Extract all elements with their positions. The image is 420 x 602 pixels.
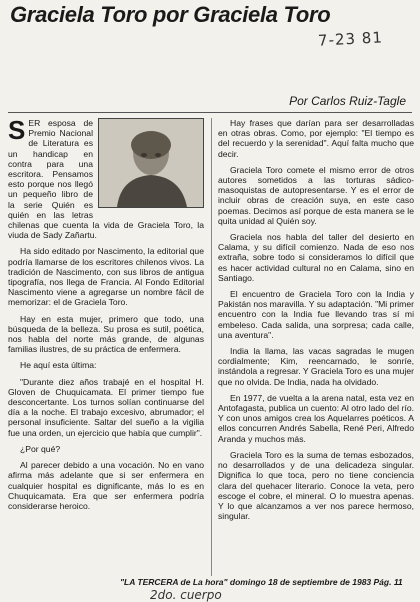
header-rule: [8, 112, 412, 113]
column-separator: [211, 118, 212, 576]
paragraph: Graciela Toro es la suma de temas esbozados, no desarrollados y de una delicadeza singular. Dignifica lo que toca, pero no tiene conciencia clara del quehacer literario. Conoce la veta, pero escoge el cobre, el mineral. O lo muestra apenas. Y lo que alcanzamos a ver nos parece hermoso, singular.: [218, 449, 414, 522]
paragraph: Ha sido editado por Nascimento, la editorial que podría llamarse de los escritores chilenos vivos. La tradición de Nascimento, con sus libros de antigua tipografía, nos llega de Francia. Al Fondo Editorial Nascimento viene a agregarse un nombre fácil de memorizar: el de Graciela Toro.: [8, 246, 204, 308]
handwritten-note-bottom: 2do. cuerpo: [150, 588, 222, 602]
handwritten-note-top: 7-23 81: [317, 28, 384, 50]
paragraph: India la llama, las vacas sagradas le mugen cordialmente; Kim, reencarnado, le sonríe, instándola a regresar. Y Graciela Toro es una mujer que no olvida. De India, nada ha olvidado.: [218, 346, 414, 387]
source-line: "LA TERCERA de La hora" domingo 18 de septiembre de 1983 Pág. 11: [120, 577, 403, 587]
paragraph: Graciela Toro comete el mismo error de otros autores sometidos a las torturas sádico-masoquistas de autopresentarse. Y es el error de incluir obras de creación suya, en este caso poemas. Decimos así porque de esta manera se le quita unidad al Quién soy.: [218, 164, 414, 226]
paragraph: ¿Por qué?: [20, 443, 61, 454]
left-column: [8, 115, 204, 517]
paragraph: Hay frases que darían para ser desarrolladas en otras obras. Como, por ejemplo: "El tiempo es del recuerdo y la serenidad". Aquí falta mucho que decir.: [218, 118, 414, 159]
paragraph: Al parecer debido a una vocación. No en vano afirma más adelante que si ser enfermera en cualquier hospital es dignificante, más lo es en Chuquicamata. Era que ser enfermera podría considerarse heroico.: [8, 460, 204, 511]
author-photo: [98, 118, 204, 208]
article-title: Graciela Toro por Graciela Toro: [10, 2, 331, 27]
portrait-image: [99, 119, 203, 207]
paragraph: "Durante diez años trabajé en el hospital H. Gloven de Chuquicamata. El primer tiempo fue desconcertante. Los turnos solían continuarse del día a la noche. El trabajo excesivo, abrumador; el personal insuficiente. Saltar del sueño a la vigilia fue una orden, un ejercicio que había que cumplir".: [8, 376, 204, 438]
right-column: [218, 118, 414, 527]
paragraph: El encuentro de Graciela Toro con la India y Pakistán nos maravilla. Y su adaptación. "Mi primer encuentro con la India fue llevando tras sí mi embeleso. Cada salida, una sorpresa; cada calle, una aventura".: [218, 289, 414, 340]
paragraph: Graciela nos habla del taller del desierto en Calama, y su difícil comienzo. Nada de eso nos extraña, sobre todo si consideramos lo difícil que es hacer actividad cultural no en Calama, sino en Santiago.: [218, 232, 414, 283]
paragraph: Hay en esta mujer, primero que todo, una búsqueda de la belleza. Su prosa es sutil, poética, nos habla del norte más grande, de algunas familias ilustres, de su práctica de enfermera.: [8, 313, 204, 355]
article-byline: Por Carlos Ruiz-Tagle: [289, 94, 406, 108]
drop-cap: S: [8, 115, 26, 145]
paragraph-text: ER esposa de Premio Nacional de Literatura es un handicap en contra para una escritora. Pensamos esto porque nos llegó un pequeño libro de la serie Quién es quién en las letras chilenas que cuenta la vida de Graciela Toro, la viuda de Sady Zañartu.: [8, 118, 204, 241]
paragraph: He aquí esta última:: [20, 360, 97, 371]
paragraph: En 1977, de vuelta a la arena natal, esta vez en Antofagasta, publica un cuento: Al otro lado del río. Y con unos amigos crea los Aquelarres poéticos. A ellos concurren Andrés Sabella, René Peri, Alfredo Aranda y muchos más.: [218, 392, 414, 444]
